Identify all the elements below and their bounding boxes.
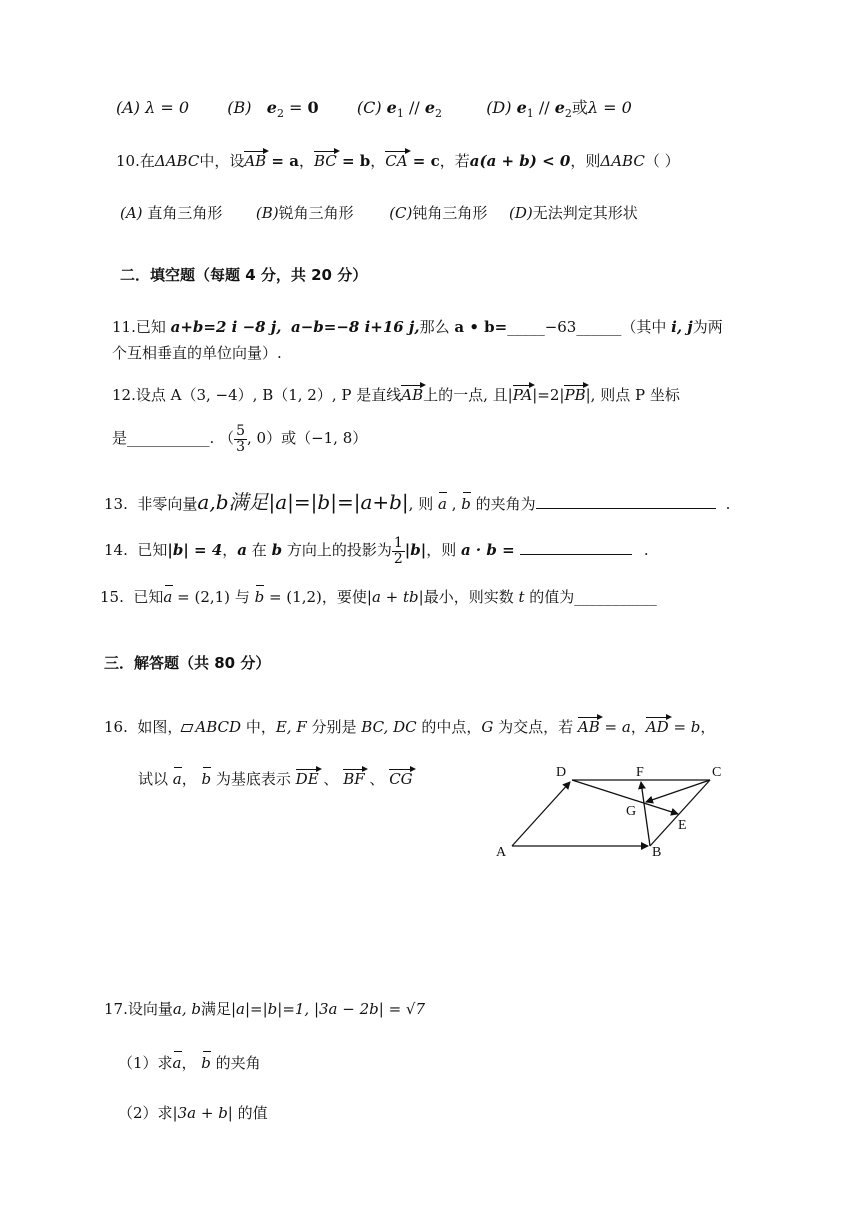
- q10-vector-ca: CA: [385, 152, 408, 170]
- q11-number: 11.: [112, 318, 136, 336]
- q12-fraction-num: 5: [236, 423, 245, 439]
- q9-option-c-e1: e: [386, 98, 397, 117]
- q9-option-d-label: (D): [486, 98, 512, 117]
- q10-option-a-label: (A): [120, 204, 143, 222]
- vector-bf: [641, 782, 650, 846]
- q15-vector-b: b: [254, 588, 265, 606]
- point-label-f: F: [636, 765, 644, 780]
- q11-blank-post: ______: [576, 318, 622, 336]
- q16-line2: [138, 770, 413, 788]
- q17-part1-end: 的夹角: [210, 1054, 261, 1072]
- q16-vector-b: b: [201, 770, 212, 788]
- point-label-d: D: [556, 765, 567, 780]
- q16-text: ，: [181, 770, 202, 788]
- q10-option-a-text: 直角三角形: [142, 204, 223, 222]
- q17-ab: a, b: [172, 1000, 201, 1018]
- q9-option-d-par: //: [533, 98, 555, 117]
- q15-text: 的值为: [524, 588, 575, 606]
- q16-sep: 、: [364, 770, 390, 788]
- q16-line1: [104, 718, 715, 736]
- q16-vector-cg: CG: [389, 770, 413, 788]
- point-label-e: E: [678, 818, 687, 833]
- q17-number: 17.: [104, 1000, 128, 1018]
- q10-option-d-label: (D): [508, 204, 533, 222]
- q10-triangle: ΔABC: [600, 152, 645, 170]
- q16-name: ABCD: [195, 718, 242, 736]
- q9-option-b-lhs: e: [266, 98, 277, 117]
- q15-eq-b: = (1,2): [264, 588, 322, 606]
- q11-text: 为两: [692, 318, 723, 336]
- q12-vector-pb: PB: [564, 386, 586, 404]
- q16-text: 如图，: [137, 718, 183, 736]
- q13-text: 的夹角为: [470, 495, 536, 513]
- q11-line2: 个互相垂直的单位向量）.: [112, 344, 282, 362]
- q10-text: 中，设: [199, 152, 245, 170]
- q12-vector-ab: AB: [401, 386, 424, 404]
- q16-text: 为交点，若: [493, 718, 578, 736]
- q16-eq-b: = b: [668, 718, 701, 736]
- q10-comma: ，: [370, 152, 386, 170]
- q14-text: 方向上的投影为: [282, 541, 392, 560]
- q14-dot: a · b =: [460, 541, 520, 560]
- q14-abs-b: |b| = 4: [167, 541, 223, 560]
- q9-option-d-e2: e: [554, 98, 565, 117]
- q14-blank: [520, 554, 632, 555]
- q14: [104, 536, 649, 566]
- q16-vector-de: DE: [295, 770, 319, 788]
- q14-text: ，则: [426, 541, 461, 560]
- q16-text: 中，: [241, 718, 276, 736]
- point-label-c: C: [712, 765, 722, 780]
- q11-answer: −63: [544, 318, 577, 336]
- q16-vector-ab: AB: [577, 718, 600, 736]
- q16-text: 的中点，: [416, 718, 482, 736]
- q10-eq-a: = a: [266, 152, 299, 170]
- q13-text: , 则: [408, 495, 438, 513]
- edge-ad: [512, 782, 570, 846]
- q10-stem: [116, 152, 680, 170]
- q14-fraction: [392, 536, 405, 566]
- q15: [100, 588, 657, 606]
- q14-a: a: [237, 541, 248, 560]
- q12-line1: [112, 386, 680, 404]
- q11-expr-dot: a • b=: [454, 318, 508, 336]
- q12-text: 上的一点, 且|: [423, 386, 513, 404]
- q17-part2: [118, 1104, 268, 1122]
- q15-vector-a: a: [163, 588, 173, 606]
- q9-option-c-e2: e: [424, 98, 435, 117]
- q9-option-d-e1: e: [516, 98, 527, 117]
- q9-option-d-s1: 1: [526, 107, 534, 121]
- q10-vector-bc: BC: [313, 152, 337, 170]
- q10-text: ，则: [570, 152, 601, 170]
- q14-number: 14.: [104, 541, 128, 560]
- q15-text: 最小，则实数: [423, 588, 519, 606]
- q11-ij: i, j: [671, 318, 693, 336]
- q12-text: |, 则点 P 坐标: [585, 386, 680, 404]
- q12-line2: [112, 424, 367, 454]
- q14-text: ，: [222, 541, 238, 560]
- q10-options: [120, 204, 638, 222]
- q14-fraction-num: 1: [393, 535, 403, 551]
- q16-ef: E, F: [275, 718, 307, 736]
- q16-vector-bf: BF: [343, 770, 365, 788]
- q13-number: 13.: [104, 495, 128, 513]
- q12-vector-pa: PA: [512, 386, 533, 404]
- point-label-b: B: [652, 845, 662, 860]
- parallelogram-icon: [181, 724, 194, 732]
- q14-b: b: [271, 541, 283, 560]
- q12-text: , 0）或（−1, 8）: [246, 429, 368, 448]
- q12-text: . （: [209, 429, 235, 448]
- q10-answer-paren: （ ）: [644, 152, 680, 170]
- q9-option-b-eq: =: [283, 98, 308, 117]
- q17-part1-sep: ，: [181, 1054, 202, 1072]
- q15-text: 已知: [133, 588, 164, 606]
- q15-t: t: [518, 588, 525, 606]
- q14-end: .: [643, 541, 649, 560]
- q10-triangle: ΔABC: [154, 152, 200, 170]
- q13-end: .: [725, 495, 731, 513]
- q10-vector-ab: AB: [244, 152, 267, 170]
- q15-number: 15.: [100, 588, 124, 606]
- q17-part1-b: b: [201, 1054, 211, 1072]
- q12-text: 设点 A（3, −4）, B（1, 2）, P 是直线: [135, 386, 402, 404]
- q10-condition: a(a + b) < 0: [469, 152, 571, 170]
- q11-text: 那么: [419, 318, 455, 336]
- q16-text: 分别是: [306, 718, 362, 736]
- q12-blank: ___________: [127, 429, 210, 448]
- q12-fraction-den: 3: [236, 438, 245, 455]
- q17-condition: |a|=|b|=1, |3a − 2b| = √7: [230, 1000, 426, 1018]
- q11-blank-pre: _____: [507, 318, 545, 336]
- q13-vector-a: a: [437, 495, 447, 513]
- q15-abs-expr: |a + tb|: [366, 588, 424, 606]
- q16-number: 16.: [104, 718, 128, 736]
- q10-option-c-text: 钝角三角形: [412, 204, 488, 222]
- q9-options: [116, 98, 632, 120]
- q15-eq-a: = (2,1): [172, 588, 231, 606]
- q16-eq-a: = a: [599, 718, 631, 736]
- q14-fraction-den: 2: [393, 550, 403, 567]
- q11-expr-sum: a+b=2 i −8 j,: [170, 318, 282, 336]
- q16-g: G: [481, 718, 494, 736]
- q9-option-a-expr: λ = 0: [145, 98, 190, 117]
- q16-comma: ，: [630, 718, 646, 736]
- q9-option-b-rhs: 0: [307, 98, 319, 117]
- q13-vector-b: b: [461, 495, 471, 513]
- q16-text: 试以: [138, 770, 173, 788]
- q9-option-d-s2: 2: [564, 107, 572, 121]
- q17-part1-text: （1）求: [118, 1054, 173, 1072]
- q12-number: 12.: [112, 386, 136, 404]
- q10-number: 10.: [116, 152, 140, 170]
- q11-text: （其中: [621, 318, 672, 336]
- q10-comma: ，: [298, 152, 314, 170]
- q14-text: 在: [247, 541, 272, 560]
- q9-option-b-label: (B): [227, 98, 252, 117]
- q10-text: ，若: [439, 152, 470, 170]
- q10-option-b-text: 锐角三角形: [278, 204, 354, 222]
- q13-text: 非零向量: [137, 495, 198, 513]
- q13: [104, 490, 730, 514]
- q14-abs-b2: |b|: [404, 541, 427, 560]
- q15-text: 与: [230, 588, 255, 606]
- q16-parallelogram-figure: [490, 758, 740, 868]
- q9-option-c-par: //: [403, 98, 425, 117]
- q12-fraction: [234, 424, 247, 454]
- q16-vector-a: a: [172, 770, 182, 788]
- q16-text: 为基底表示: [211, 770, 296, 788]
- q13-blank: [536, 508, 716, 509]
- point-label-a: A: [496, 845, 507, 860]
- q9-option-c-s2: 2: [435, 107, 442, 121]
- q13-condition: a,b满足|a|=|b|=|a+b|: [197, 490, 409, 514]
- q9-option-c-s1: 1: [396, 107, 404, 121]
- q17-text: 设向量: [127, 1000, 173, 1018]
- q17-stem: [104, 1000, 425, 1018]
- point-label-g: G: [626, 804, 637, 819]
- q17-part2-expr: |3a + b|: [172, 1104, 233, 1122]
- q15-text: ，要使: [321, 588, 367, 606]
- q12-text: |=2|: [532, 386, 565, 404]
- q13-comma: ,: [446, 495, 462, 513]
- q17-part2-end: 的值: [232, 1104, 268, 1122]
- q17-part2-text: （2）求: [118, 1104, 173, 1122]
- q14-text: 已知: [137, 541, 168, 560]
- q15-blank: ___________: [574, 588, 657, 606]
- q16-vector-ad: AD: [645, 718, 669, 736]
- q10-option-d-text: 无法判定其形状: [532, 204, 638, 222]
- q16-bcdc: BC, DC: [361, 718, 417, 736]
- q16-sep: 、: [318, 770, 344, 788]
- q11-text: 已知: [135, 318, 171, 336]
- q9-option-d-lam: λ = 0: [587, 98, 632, 117]
- q9-option-a-label: (A): [116, 98, 141, 117]
- q10-option-c-label: (C): [389, 204, 413, 222]
- q10-option-b-label: (B): [255, 204, 279, 222]
- q17-part1: [118, 1054, 261, 1072]
- q11-line1: [112, 318, 723, 336]
- q17-text: 满足: [200, 1000, 231, 1018]
- q10-eq-c: = c: [407, 152, 440, 170]
- q10-text: 在: [139, 152, 155, 170]
- q16-comma: ，: [700, 718, 716, 736]
- section-3-heading: 三．解答题（共 80 分）: [104, 654, 271, 672]
- q10-eq-b: = b: [336, 152, 371, 170]
- q12-text: 是: [112, 429, 128, 448]
- q9-option-c-label: (C): [356, 98, 382, 117]
- q17-part1-a: a: [172, 1054, 182, 1072]
- q9-option-d-or: 或: [571, 98, 588, 117]
- section-2-heading: 二．填空题（每题 4 分，共 20 分）: [120, 266, 368, 284]
- q11-expr-diff: a−b=−8 i+16 j,: [291, 318, 420, 336]
- q9-option-b-sub: 2: [276, 107, 284, 121]
